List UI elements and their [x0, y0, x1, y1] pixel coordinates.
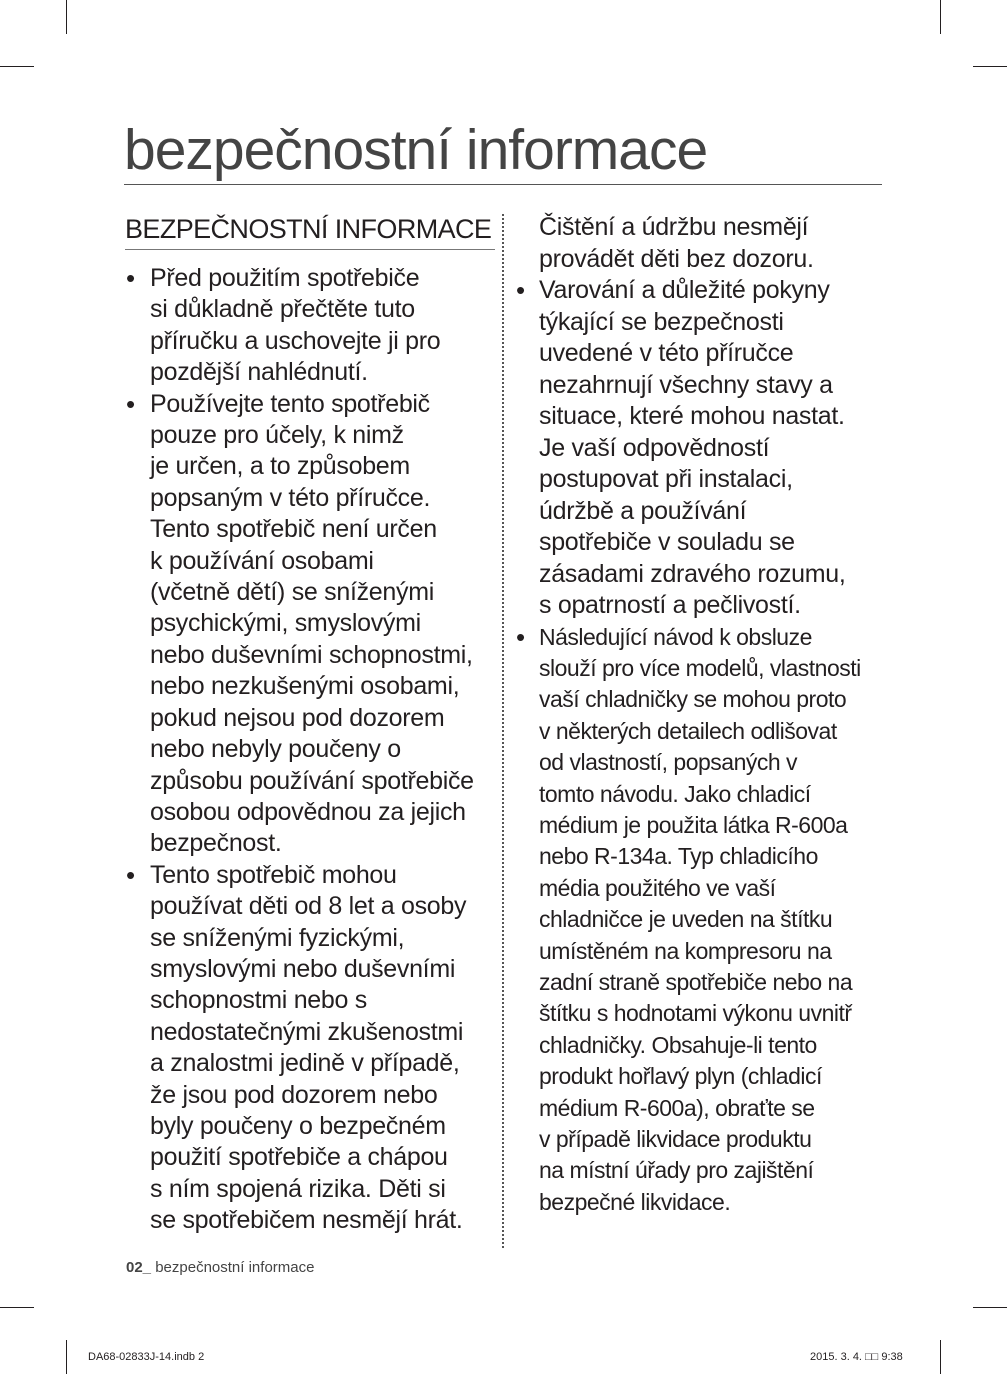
text-line: (včetně dětí) se sníženými — [150, 578, 434, 607]
text-line: v případě likvidace produktu — [539, 1126, 812, 1152]
text-line: je určen, a to způsobem — [150, 452, 410, 481]
text-line: média použitého ve vaší — [539, 874, 776, 901]
bullet-item — [521, 622, 901, 1219]
text-line: příručku a uschovejte ji pro — [150, 326, 441, 355]
footer-label: bezpečnostní informace — [151, 1259, 315, 1276]
continuation-text — [521, 212, 901, 275]
text-line: údržbě a používání — [539, 496, 747, 525]
text-line: s opatrností a pečlivostí. — [539, 591, 801, 619]
text-line: způsobu používání spotřebiče — [150, 766, 474, 795]
text-line: chladničce je uveden na štítku — [539, 906, 833, 933]
text-line: • Následující návod k obsluze — [539, 623, 812, 650]
text-line: od vlastností, popsaných v — [539, 749, 798, 776]
text-line: používat děti od 8 let a osoby — [150, 892, 467, 921]
text-line: že jsou pod dozorem nebo — [150, 1080, 438, 1109]
text-line: štítku s hodnotami výkonu uvnitř — [539, 1000, 852, 1027]
text-line: si důkladně přečtěte tuto — [150, 295, 415, 324]
crop-mark — [66, 1340, 67, 1374]
text-line: osobou odpovědnou za jejich — [150, 797, 466, 826]
text-line: nezahrnují všechny stavy a — [539, 370, 833, 399]
text-line: umístěném na kompresoru na — [539, 937, 832, 964]
text-line: nedostatečnými zkušenostmi — [150, 1017, 464, 1046]
section-heading: BEZPEČNOSTNÍ INFORMACE — [125, 212, 495, 250]
page-number: 02_ — [126, 1259, 152, 1276]
column-divider — [502, 214, 504, 1248]
text-line: schopnostmi nebo s — [150, 986, 367, 1015]
crop-mark — [66, 0, 67, 34]
text-line: pokud nejsou pod dozorem — [150, 703, 445, 732]
text-line: • Používejte tento spotřebič — [150, 389, 430, 418]
bullet-item — [125, 263, 495, 389]
text-line: uvedené v této příručce — [539, 339, 794, 367]
bullet-item — [521, 275, 901, 622]
text-line: • Tento spotřebič mohou — [150, 860, 397, 889]
text-line: médium R-600a), obraťte se — [539, 1094, 815, 1121]
text-line: na místní úřady pro zajištění — [539, 1157, 814, 1184]
left-column — [125, 212, 495, 1237]
crop-mark — [940, 1340, 941, 1374]
page-footer — [126, 1259, 314, 1276]
text-line: bezpečné likvidace. — [539, 1188, 731, 1215]
text-line: použití spotřebiče a chápou — [150, 1143, 448, 1172]
text-line: produkt hořlavý plyn (chladicí — [539, 1063, 822, 1090]
text-line: a znalostmi jedině v případě, — [150, 1049, 460, 1078]
text-line: bezpečnost. — [150, 829, 282, 858]
text-line: nebo R-134a. Typ chladicího — [539, 843, 818, 870]
text-line: spotřebiče v souladu se — [539, 528, 795, 556]
text-line: provádět děti bez dozoru. — [539, 244, 814, 273]
text-line: zásadami zdravého rozumu, — [539, 559, 846, 588]
crop-mark — [973, 66, 1007, 67]
text-line: se sníženými fyzickými, — [150, 923, 405, 952]
crop-mark — [973, 1307, 1007, 1308]
text-line: slouží pro více modelů, vlastnosti — [539, 654, 861, 681]
text-line: byly poučeny o bezpečném — [150, 1111, 446, 1140]
page-title: bezpečnostní informace — [124, 118, 708, 182]
print-datetime: 2015. 3. 4. □□ 9:38 — [810, 1351, 903, 1363]
text-line: chladničky. Obsahuje-li tento — [539, 1031, 817, 1058]
text-line: tomto návodu. Jako chladicí — [539, 780, 811, 807]
crop-mark — [940, 0, 941, 34]
text-line: smyslovými nebo duševními — [150, 954, 456, 983]
text-line: Je vaší odpovědností — [539, 433, 770, 462]
text-line: médium je použita látka R-600a — [539, 811, 848, 838]
text-line: situace, které mohou nastat. — [539, 402, 845, 430]
text-line: Tento spotřebič není určen — [150, 515, 437, 544]
text-line: nebo nebyly poučeny o — [150, 735, 401, 764]
bullet-item — [125, 860, 495, 1237]
text-line: • Varování a důležité pokyny — [539, 276, 830, 304]
right-column — [521, 212, 901, 1218]
text-line: nebo nezkušenými osobami, — [150, 672, 460, 701]
text-line: se spotřebičem nesmějí hrát. — [150, 1206, 463, 1235]
text-line: popsaným v této příručce. — [150, 483, 431, 512]
text-line: zadní straně spotřebiče nebo na — [539, 968, 853, 995]
text-line: Čištění a údržbu nesmějí — [539, 213, 809, 241]
text-line: pozdější nahlédnutí. — [150, 358, 368, 387]
text-line: psychickými, smyslovými — [150, 609, 421, 638]
text-line: vaší chladničky se mohou proto — [539, 686, 847, 713]
title-rule — [124, 184, 882, 185]
left-bullet-list — [125, 263, 495, 1237]
text-line: k používání osobami — [150, 546, 374, 575]
text-line: v některých detailech odlišovat — [539, 717, 837, 744]
text-line: týkající se bezpečnosti — [539, 307, 784, 336]
right-bullet-list — [521, 275, 901, 1218]
text-line: nebo duševními schopnostmi, — [150, 640, 473, 669]
text-line: s ním spojená rizika. Děti si — [150, 1174, 446, 1203]
bullet-item — [125, 389, 495, 860]
text-line: • Před použitím spotřebiče — [150, 264, 420, 292]
print-file-info: DA68-02833J-14.indb 2 — [88, 1351, 205, 1363]
crop-mark — [0, 1307, 34, 1308]
text-line: pouze pro účely, k nimž — [150, 421, 404, 450]
crop-mark — [0, 66, 34, 67]
text-line: postupovat při instalaci, — [539, 465, 793, 493]
